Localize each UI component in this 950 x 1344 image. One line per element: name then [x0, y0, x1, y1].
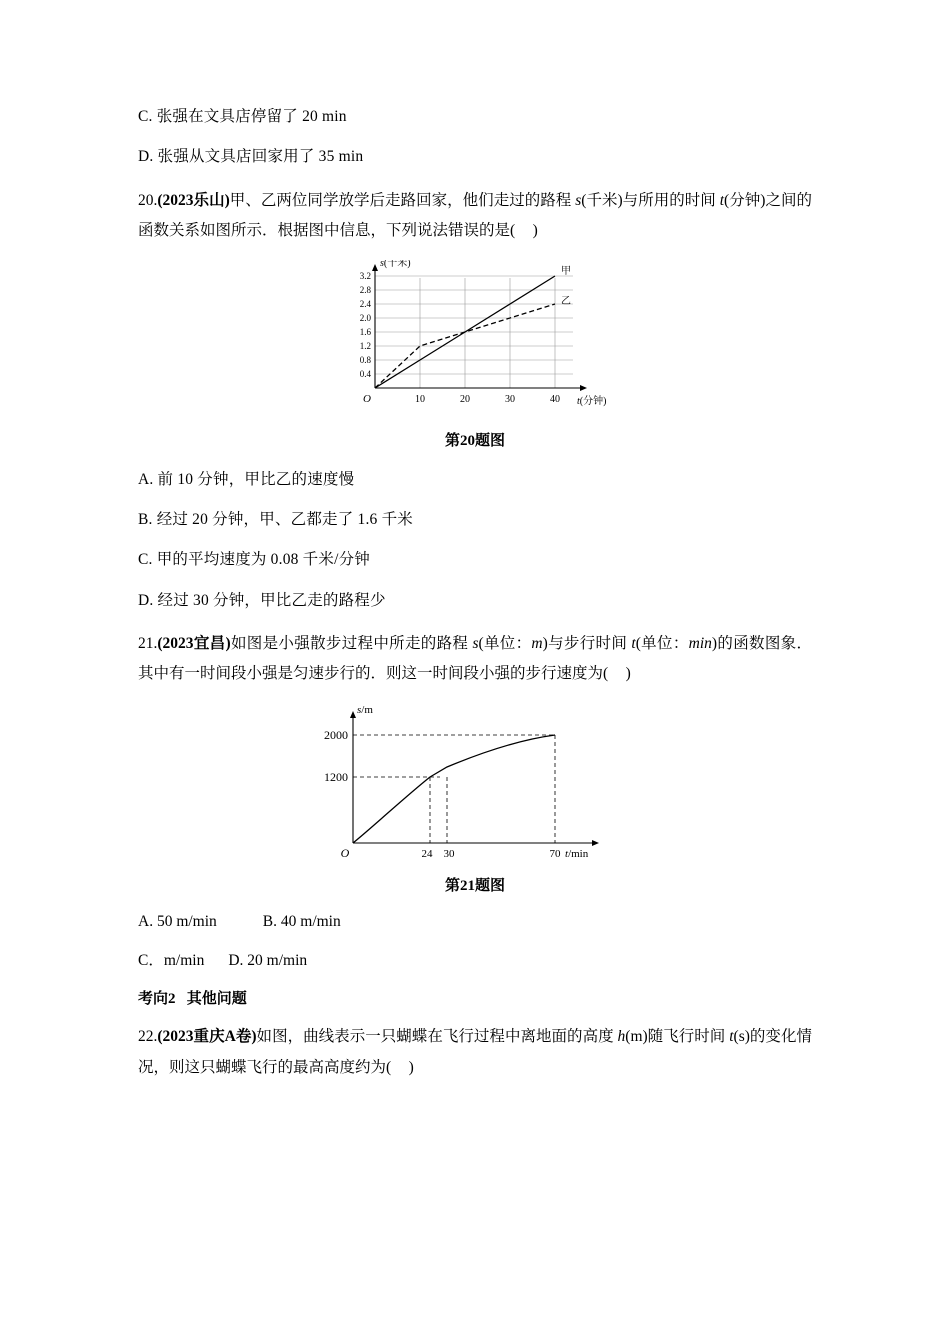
q21-choices-row-1	[138, 913, 812, 931]
chart20-origin-label: O	[363, 392, 371, 405]
figure-20-caption: 第20题图	[444, 432, 505, 449]
chart20-xtick-2: 30	[505, 393, 515, 405]
q21-text-1: 如图是小强散步过程中所走的路程	[230, 634, 473, 652]
chart20-ytick-3: 1.6	[359, 326, 371, 337]
section-heading	[138, 987, 812, 1008]
chart21-xtick-70: 70	[549, 848, 561, 861]
chart21-xlabel: t/min	[565, 848, 589, 861]
q21-source: (2023宜昌)	[157, 634, 231, 652]
q21-text-5: )的函数图象．其中有一时间段小强是匀速步行的．则这一时间段小强的步行速度为(	[138, 634, 812, 683]
chart20-ytick-2: 1.2	[359, 340, 371, 351]
chart20-ytick-6: 2.8	[359, 284, 371, 295]
q21-text-3: )与步行时间	[542, 634, 632, 652]
q20-var-t: t	[719, 191, 725, 209]
q22-text-3: (s)的变化情况，则这只蝴蝶飞行的最高高度约为(	[138, 1028, 812, 1076]
q21-choice-c: C．m/min	[138, 952, 205, 970]
q21-choices-row-2	[138, 948, 812, 970]
chart20-xlabel: t(分钟)	[577, 395, 607, 407]
q20-text-4: )	[532, 221, 538, 239]
q22-text-2: (m)随飞行时间	[625, 1028, 730, 1046]
q20-source: (2023乐山)	[157, 191, 230, 209]
question-20-text	[138, 186, 812, 246]
chart20-xtick-3: 40	[550, 393, 560, 405]
q22-source: (2023重庆A卷)	[157, 1028, 257, 1046]
chart20-ylabel: s(千米)	[380, 259, 411, 269]
q20-choice-c: C. 甲的平均速度为 0.08 千米/分钟	[138, 551, 370, 569]
chart21-ytick-1200: 1200	[324, 770, 348, 785]
q20-choice-b: B. 经过 20 分钟，甲、乙都走了 1.6 千米	[138, 511, 413, 529]
figure-20-wrapper	[138, 252, 812, 425]
q21-var-t: t	[631, 634, 636, 652]
chart20-xtick-1: 20	[460, 393, 470, 405]
chart20-series-label-jia: 甲	[561, 265, 571, 277]
figure-21	[315, 705, 635, 870]
q20-text-3: (分钟)之间的函数关系如图所示．根据图中信息，下列说法错误的是(	[138, 191, 812, 239]
chart21-xtick-24: 24	[421, 848, 433, 861]
chart20-ytick-1: 0.8	[359, 354, 371, 365]
q20-text-1: 甲、乙两位同学放学后走路回家，他们走过的路程	[229, 191, 576, 209]
q21-text-2: (单位：	[478, 634, 532, 652]
chart20-ytick-0: 0.4	[359, 368, 371, 379]
chart20-ytick-4: 2.0	[359, 312, 371, 323]
q21-choice-a: A. 50 m/min	[138, 913, 217, 931]
q22-var-t: t	[729, 1028, 734, 1046]
q20-number: 20.	[138, 191, 158, 209]
question-21-text	[138, 629, 812, 689]
figure-21-wrapper	[138, 695, 812, 870]
q22-var-h: h	[617, 1028, 626, 1046]
chart-20-svg	[325, 260, 625, 425]
q21-choice-d: D. 20 m/min	[228, 952, 308, 970]
chart21-origin-label: O	[340, 846, 350, 861]
question-22-text	[138, 1022, 812, 1082]
q21-text-6: )	[625, 665, 631, 683]
q21-unit-min: min	[688, 634, 712, 652]
chart21-ytick-2000: 2000	[324, 728, 348, 743]
q22-text-4: )	[408, 1058, 414, 1076]
choice-d-previous: D. 张强从文具店回家用了 35 min	[138, 148, 364, 166]
q22-number: 22.	[138, 1028, 158, 1046]
figure-20	[325, 260, 625, 425]
section-title: 其他问题	[186, 991, 247, 1008]
q21-number: 21.	[138, 634, 158, 652]
q21-var-s: s	[472, 634, 479, 652]
chart21-ylabel: s/m	[357, 705, 373, 717]
chart-21-svg	[315, 705, 635, 870]
chart20-ytick-7: 3.2	[359, 270, 371, 281]
q21-text-4: (单位：	[635, 634, 689, 652]
q20-choice-a: A. 前 10 分钟，甲比乙的速度慢	[138, 470, 355, 488]
q20-var-s: s	[575, 191, 582, 209]
q21-choice-b: B. 40 m/min	[262, 913, 341, 931]
q20-choice-d: D. 经过 30 分钟，甲比乙走的路程少	[138, 591, 386, 609]
choice-c-previous: C. 张强在文具店停留了 20 min	[138, 108, 347, 125]
chart20-ytick-5: 2.4	[359, 298, 371, 309]
q20-text-2: (千米)与所用的时间	[581, 191, 720, 209]
figure-21-caption: 第21题图	[444, 878, 505, 895]
q21-unit-m: m	[531, 634, 543, 652]
chart20-xtick-0: 10	[415, 393, 425, 405]
chart20-series-label-yi: 乙	[561, 295, 571, 307]
section-label: 考向2	[138, 991, 176, 1008]
q22-text-1: 如图，曲线表示一只蝴蝶在飞行过程中离地面的高度	[256, 1028, 618, 1046]
chart21-xtick-30: 30	[443, 848, 455, 861]
